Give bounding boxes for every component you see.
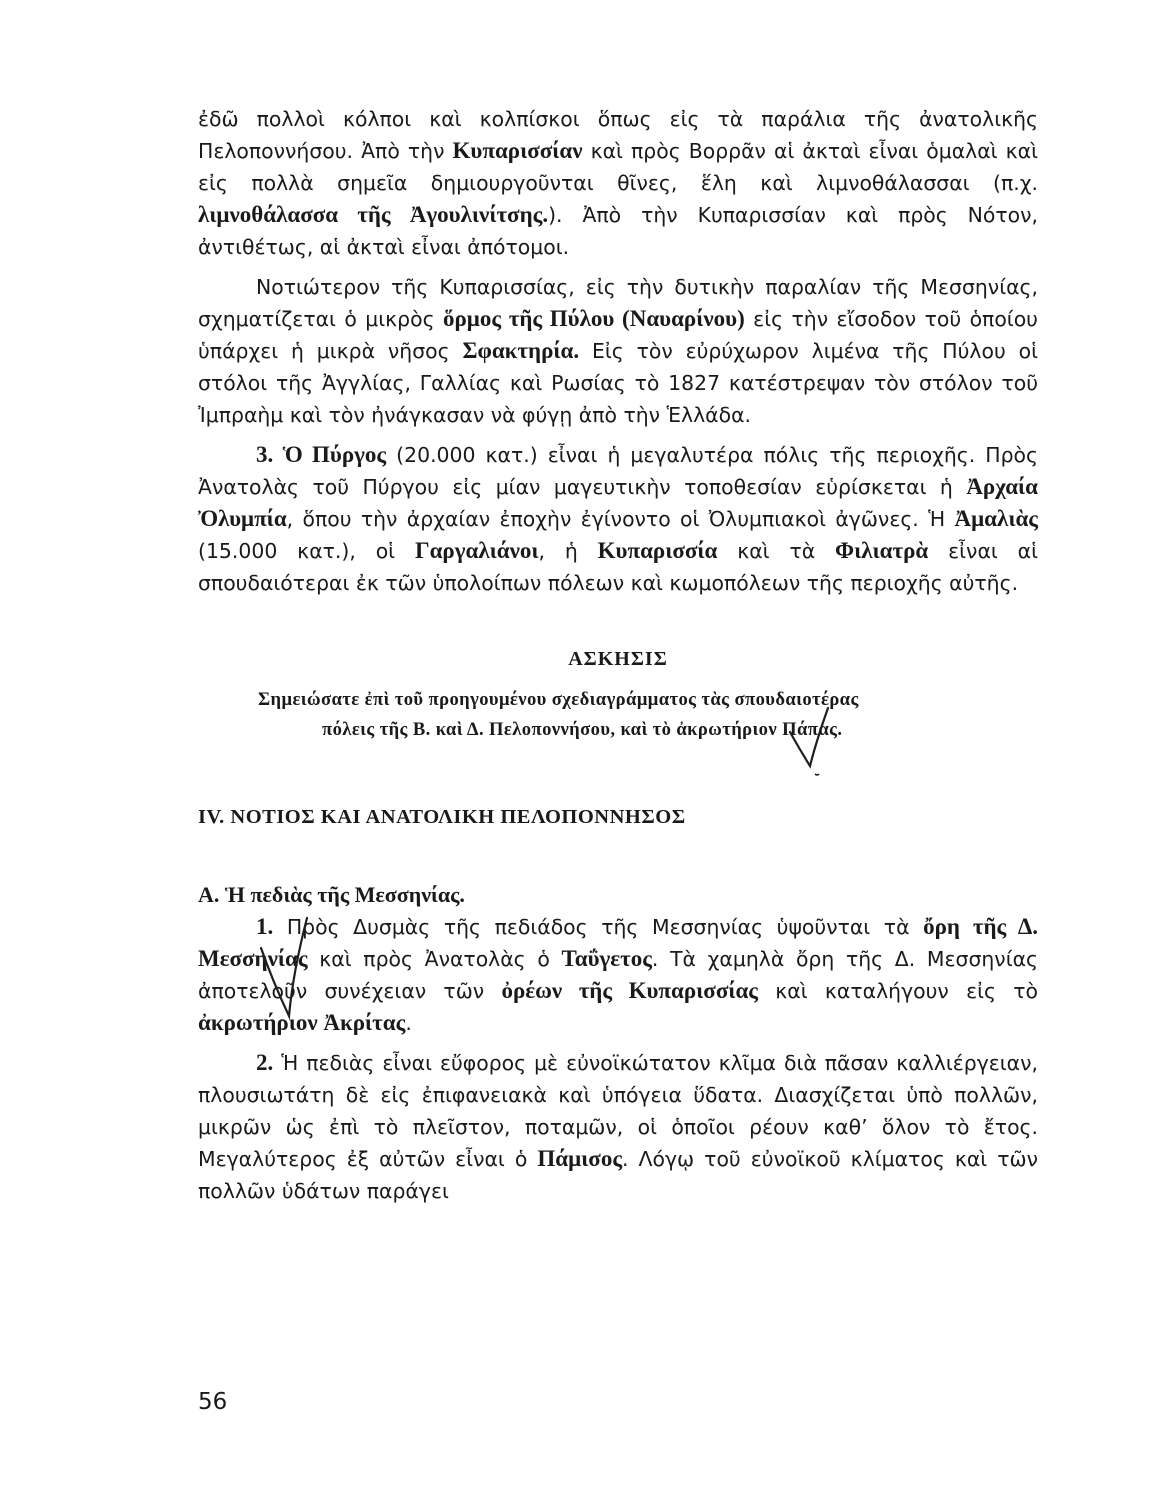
body2-paragraph-2 — [198, 1047, 1038, 1207]
text-run: καὶ καταλήγουν εἰς τὸ — [758, 979, 1038, 1003]
text-run: Ἡ πεδιὰς εἶναι εὔφορος μὲ εὐνοϊκώτατον κλῖμα διὰ πᾶσαν καλλιέργειαν, πλουσιωτάτη δὲ εἰς ἐπιφανειακὰ καὶ ὑπόγεια ὕδατα. Διασχίζεται ὑπὸ πολλῶν, μικρῶν ὡς ἐπὶ τὸ πλεῖστον, ποταμῶν, οἱ ὁποῖοι ρέουν καθ’ ὅλον τὸ ἔτος. Μεγαλύτερος ἐξ αὐτῶν εἶναι ὁ — [198, 1051, 1038, 1171]
text-run: Εἰς τὸν εὐρύχωρον λιμένα τῆς Πύλου οἱ στόλοι τῆς Ἀγγλίας, Γαλλίας καὶ Ρωσίας τὸ 1827 κατέστρεψαν τὸν στόλον τοῦ Ἰμπραὴμ καὶ τὸν ἠνάγκασαν νὰ φύγῃ ἀπὸ τὴν Ἑλλάδα. — [198, 339, 1038, 427]
body-paragraph-2 — [198, 271, 1038, 431]
bold-term: 3. Ὁ Πύργος — [256, 442, 387, 467]
text-run: καὶ πρὸς Βορρᾶν αἱ ἀκταὶ εἶναι ὁμαλαὶ καὶ εἰς πολλὰ σημεῖα δημιουργοῦνται θῖνες, ἕλη καὶ λιμνοθάλασσαι (π.χ. — [198, 139, 1038, 195]
text-run: καὶ πρὸς Ἀνατολὰς ὁ — [307, 947, 562, 971]
exercise-title: ΑΣΚΗΣΙΣ — [568, 648, 668, 670]
bold-term: Κυπαρισσίαν — [452, 138, 583, 163]
body2-paragraph-1 — [198, 911, 1038, 1039]
bold-term: 1. — [256, 914, 274, 939]
text-run: , ἡ — [538, 539, 598, 563]
bold-term: ὄρη τῆς Δ. Μεσσηνίας — [198, 914, 1038, 971]
text-run: εἰς τὴν εἴσοδον τοῦ ὁποίου ὑπάρχει ἡ μικρὰ νῆσος — [198, 307, 1038, 363]
bold-term: ὅρμος τῆς Πύλου (Ναυαρίνου) — [442, 306, 745, 331]
bold-term: λιμνοθάλασσα τῆς Ἀγουλινίτσης. — [198, 202, 549, 227]
text-run: . Τὰ χαμηλὰ ὄρη τῆς Δ. Μεσσηνίας ἀποτελοῦν συνέχειαν τῶν — [198, 947, 1038, 1003]
exercise-text — [198, 685, 1038, 745]
bold-term: Κυπαρισσία — [597, 538, 718, 563]
text-run: Νοτιώτερον τῆς Κυπαρισσίας, εἰς τὴν δυτικὴν παραλίαν τῆς Μεσσηνίας, σχηματίζεται ὁ μικρὸς — [198, 275, 1038, 331]
body-section-1 — [198, 103, 1038, 599]
text-run: , ὅπου τὴν ἀρχαίαν ἐποχὴν ἐγίνοντο οἱ Ὀλυμπιακοὶ ἀγῶνες. Ἡ — [286, 507, 955, 531]
bold-term: Ταΰγετος — [561, 946, 652, 971]
bold-term: Πάμισος — [537, 1146, 623, 1171]
section-heading: IV. ΝΟΤΙΟΣ ΚΑΙ ΑΝΑΤΟΛΙΚΗ ΠΕΛΟΠΟΝΝΗΣΟΣ — [198, 806, 686, 828]
text-block — [198, 103, 1038, 1207]
bold-term: 2. — [256, 1050, 274, 1075]
body-section-2 — [198, 911, 1038, 1207]
text-run: ἐδῶ πολλοὶ κόλποι καὶ κολπίσκοι ὅπως εἰς τὰ παράλια τῆς ἀνατολικῆς Πελοποννήσου. Ἀπὸ τὴν — [198, 107, 1038, 163]
text-run: Πρὸς Δυσμὰς τῆς πεδιάδος τῆς Μεσσηνίας ὑψοῦνται τὰ — [273, 915, 924, 939]
text-run: . — [405, 1011, 412, 1035]
bold-term: ἀκρωτήριον Ἀκρίτας — [198, 1010, 406, 1035]
exercise-line-1: Σημειώσατε ἐπὶ τοῦ προηγουμένου σχεδιαγράμματος τὰς σπουδαιοτέρας — [258, 689, 859, 710]
subsection-heading: Α. Ἡ πεδιὰς τῆς Μεσσηνίας. — [198, 882, 465, 907]
text-run: ). Ἀπὸ τὴν Κυπαρισσίαν καὶ πρὸς Νότον, ἀντιθέτως, αἱ ἀκταὶ εἶναι ἀπότομοι. — [198, 203, 1039, 259]
text-run: καὶ τὰ — [717, 539, 836, 563]
bold-term: ὀρέων τῆς Κυπαρισσίας — [501, 978, 759, 1003]
bold-term: Σφακτηρία. — [462, 338, 580, 363]
bold-term: Γαργαλιάνοι — [414, 538, 539, 563]
body-paragraph-3 — [198, 439, 1038, 599]
text-run: (20.000 κατ.) εἶναι ἡ μεγαλυτέρα πόλις τῆς περιοχῆς. Πρὸς Ἀνατολὰς τοῦ Πύργου εἰς μίαν μαγευτικὴν τοποθεσίαν εὑρίσκεται ἡ — [198, 443, 1038, 499]
text-run: εἶναι αἱ σπουδαιότεραι ἐκ τῶν ὑπολοίπων πόλεων καὶ κωμοπόλεων τῆς περιοχῆς αὐτῆς. — [198, 539, 1038, 595]
bold-term: Φιλιατρὰ — [835, 538, 929, 563]
exercise-line-2: πόλεις τῆς Β. καὶ Δ. Πελοποννήσου, καὶ τὸ ἀκρωτήριον Πάπας. — [322, 719, 843, 740]
bold-term: Ἀρχαία Ὀλυμπία — [198, 474, 1038, 531]
text-run: (15.000 κατ.), οἱ — [198, 539, 415, 563]
bold-term: Ἀμαλιὰς — [954, 506, 1038, 531]
text-run: . Λόγῳ τοῦ εὐνοϊκοῦ κλίματος καὶ τῶν πολλῶν ὑδάτων παράγει — [198, 1147, 1038, 1203]
body-paragraph-1 — [198, 103, 1038, 263]
page-number: 56 — [198, 1389, 228, 1415]
